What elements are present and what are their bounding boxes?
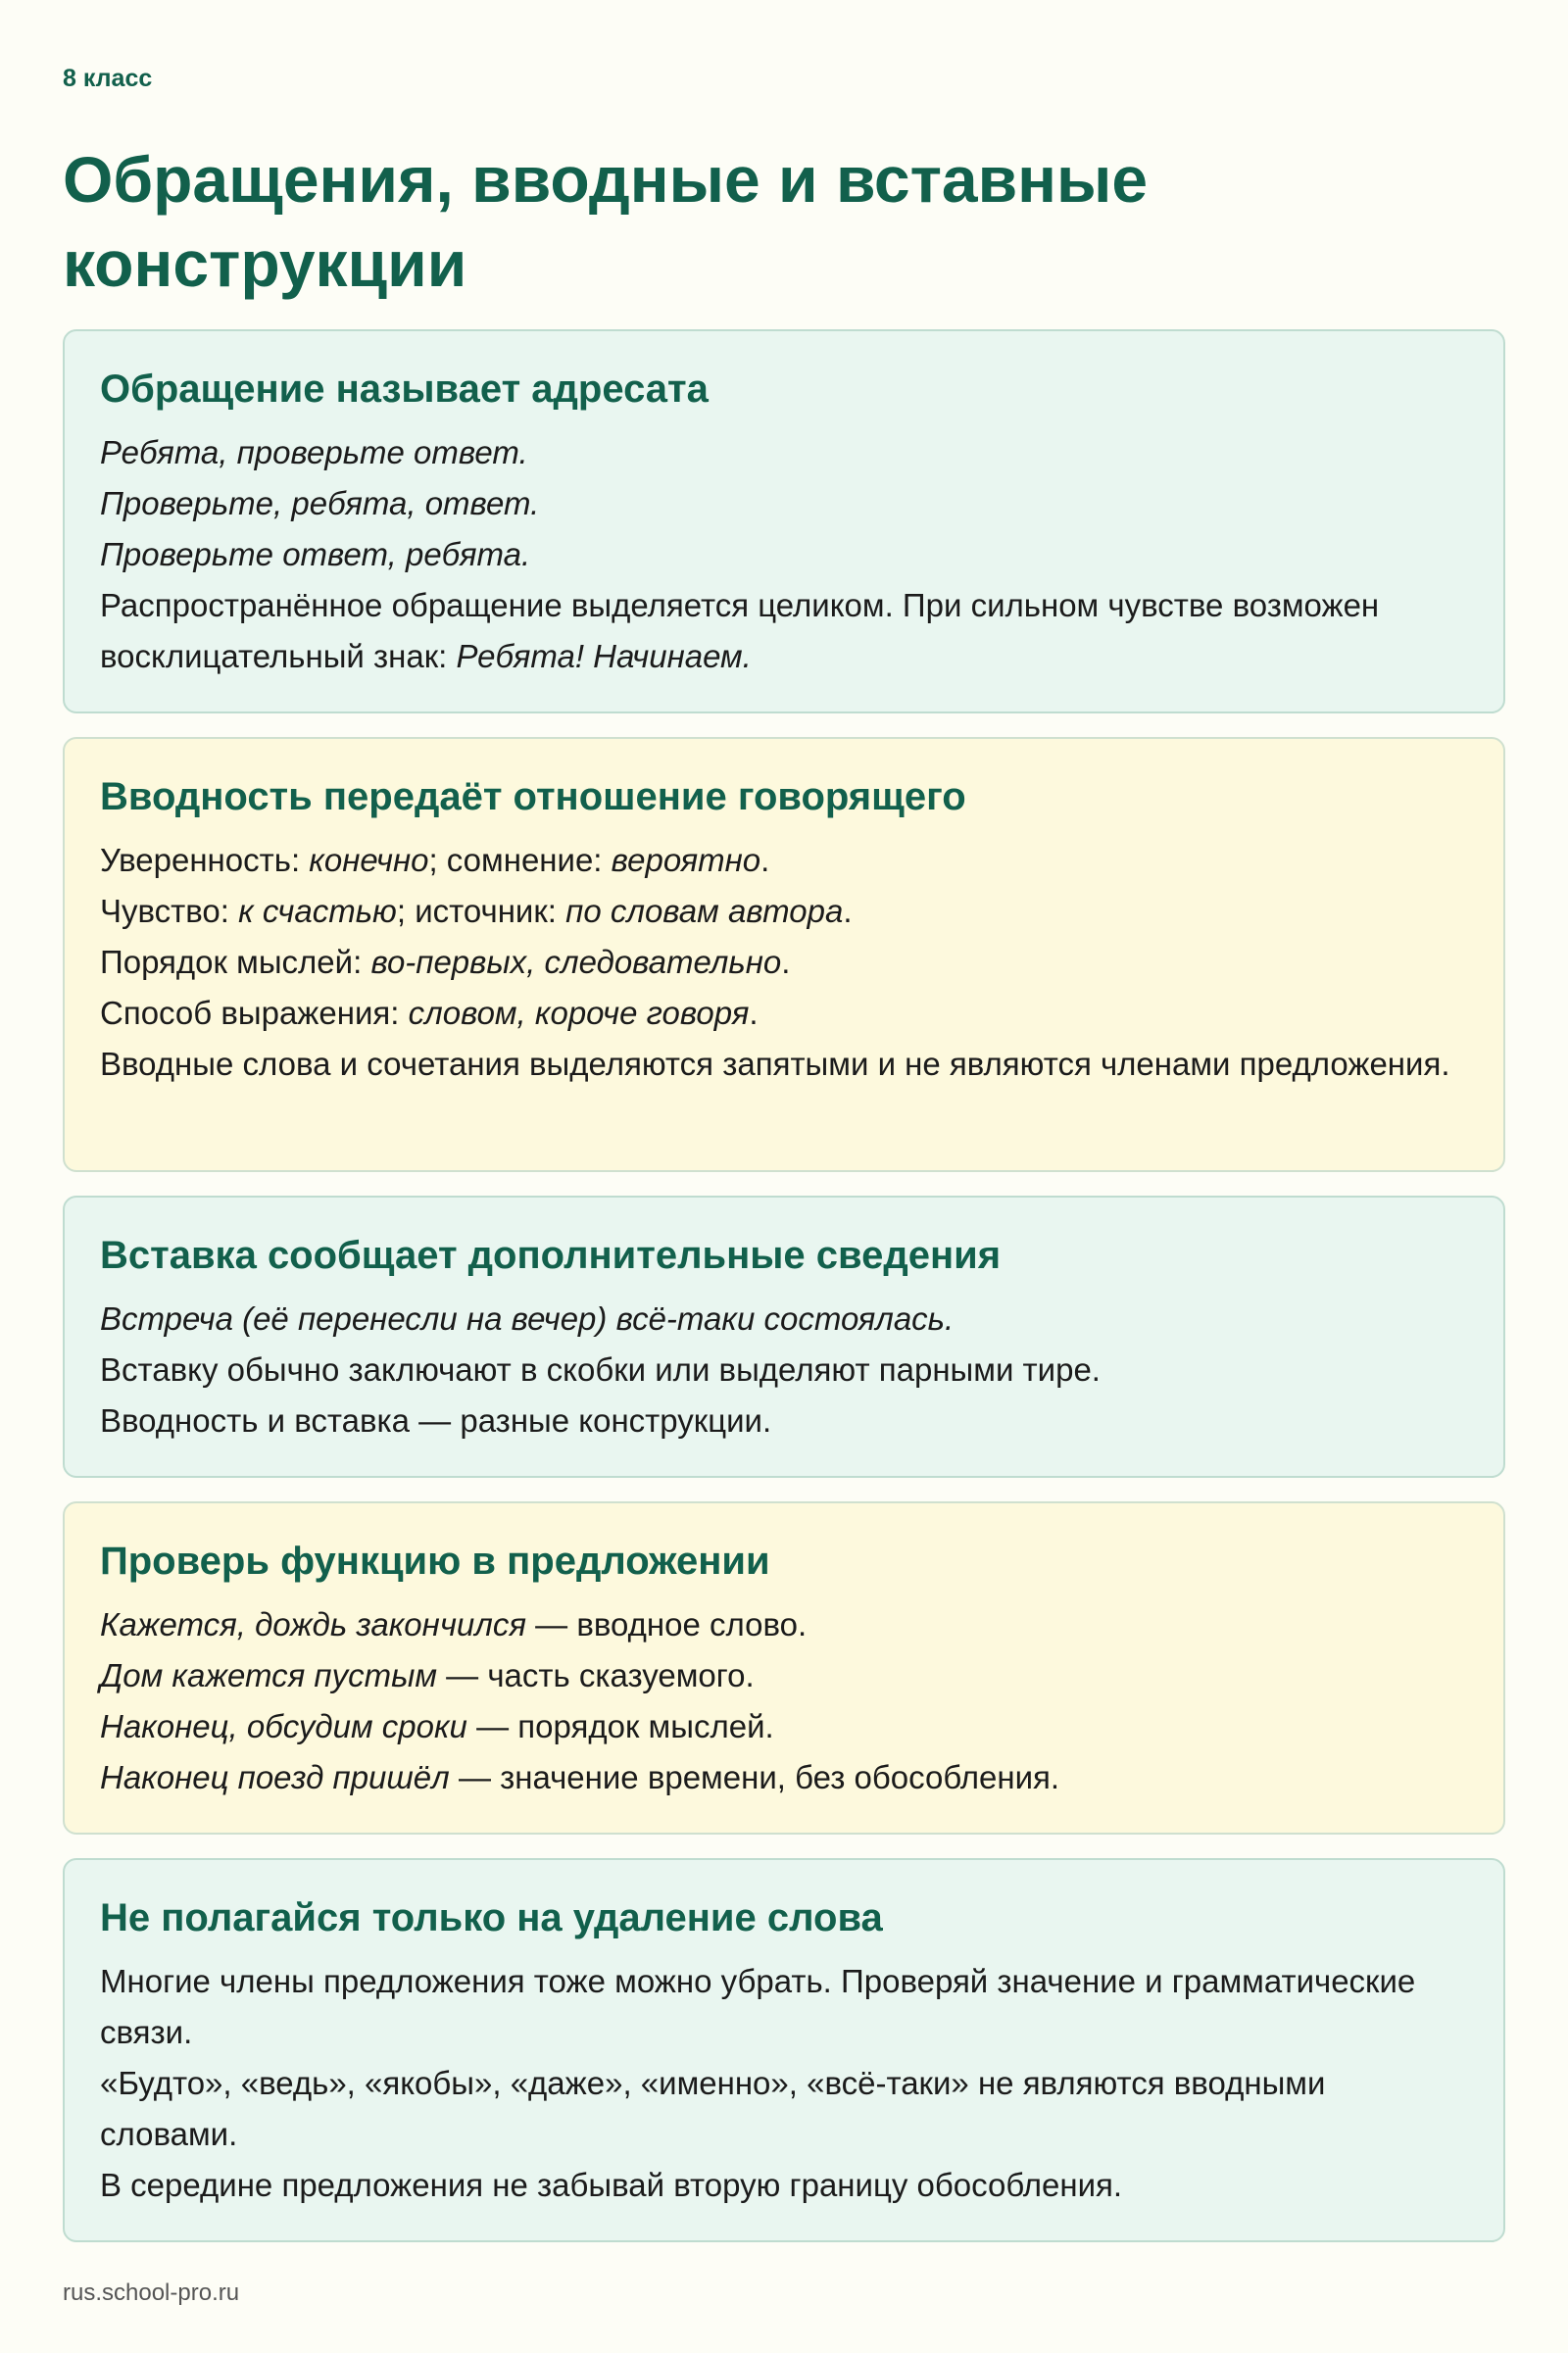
category-line: [100, 835, 1468, 886]
category-label: Чувство:: [100, 893, 229, 929]
category-line: [100, 886, 1468, 937]
rule-line: «Будто», «ведь», «якобы», «даже», «именно», «всё-таки» не являются вводными словами.: [100, 2065, 1326, 2152]
explanation-text: — значение времени, без обособления.: [458, 1759, 1060, 1795]
category-label: Способ выражения:: [100, 995, 400, 1031]
example-text: Ребята! Начинаем.: [456, 638, 752, 674]
example-text: словом, короче говоря: [408, 995, 750, 1031]
punctuation: .: [760, 842, 770, 878]
card-heading: Обращение называет адресата: [100, 368, 709, 411]
punctuation: .: [781, 944, 791, 980]
example-line: Ребята, проверьте ответ.: [100, 434, 528, 470]
punctuation: .: [843, 893, 853, 929]
category-label: Порядок мыслей:: [100, 944, 363, 980]
category-line: [100, 937, 1468, 988]
example-line: [100, 1701, 1468, 1752]
card-heading: Не полагайся только на удаление слова: [100, 1896, 883, 1939]
category-label: ; источник:: [396, 893, 557, 929]
grade-label: 8 класс: [63, 65, 153, 92]
card-insertion: [63, 1196, 1505, 1478]
rule-line: [100, 580, 1468, 682]
example-line: [100, 1752, 1468, 1803]
example-text: по словам автора: [565, 893, 844, 929]
explanation-text: — вводное слово.: [535, 1606, 808, 1642]
category-label: Уверенность:: [100, 842, 301, 878]
example-text: Дом кажется пустым: [100, 1657, 437, 1693]
rule-line: В середине предложения не забывай вторую границу обособления.: [100, 2167, 1123, 2203]
rule-line: Вводные слова и сочетания выделяются запятыми и не являются членами предложения.: [100, 1046, 1450, 1082]
example-text: конечно: [309, 842, 429, 878]
example-line: [100, 1599, 1468, 1650]
card-deletion-warning: [63, 1858, 1505, 2242]
example-line: Проверьте ответ, ребята.: [100, 536, 531, 572]
footer-site: rus.school-pro.ru: [63, 2279, 240, 2306]
card-heading: Проверь функцию в предложении: [100, 1540, 770, 1583]
rule-line: Многие члены предложения тоже можно убрать. Проверяй значение и грамматические связи.: [100, 1963, 1416, 2050]
example-text: к счастью: [238, 893, 397, 929]
category-line: [100, 988, 1468, 1039]
rule-line: Вводность и вставка — разные конструкции.: [100, 1402, 772, 1439]
card-address: [63, 329, 1505, 713]
example-text: Кажется, дождь закончился: [100, 1606, 526, 1642]
page-title: Обращения, вводные и вставные конструкции: [63, 143, 1149, 300]
example-line: [100, 1650, 1468, 1701]
card-heading: Вводность передаёт отношение говорящего: [100, 775, 966, 818]
punctuation: .: [749, 995, 759, 1031]
explanation-text: — порядок мыслей.: [476, 1708, 774, 1744]
card-function-check: [63, 1501, 1505, 1835]
example-line: Встреча (её перенесли на вечер) всё-таки состоялась.: [100, 1300, 955, 1337]
category-label: ; сомнение:: [428, 842, 603, 878]
rule-line: Вставку обычно заключают в скобки или выделяют парными тире.: [100, 1351, 1101, 1388]
example-line: Проверьте, ребята, ответ.: [100, 485, 540, 521]
card-heading: Вставка сообщает дополнительные сведения: [100, 1234, 1002, 1277]
card-introductory: [63, 737, 1505, 1172]
explanation-text: — часть сказуемого.: [446, 1657, 755, 1693]
rule-text: Распространённое обращение выделяется целиком. При сильном чувстве возможен восклицательный знак:: [100, 587, 1380, 674]
example-text: Наконец поезд пришёл: [100, 1759, 450, 1795]
example-text: Наконец, обсудим сроки: [100, 1708, 467, 1744]
example-text: во-первых, следовательно: [370, 944, 782, 980]
example-text: вероятно: [611, 842, 761, 878]
